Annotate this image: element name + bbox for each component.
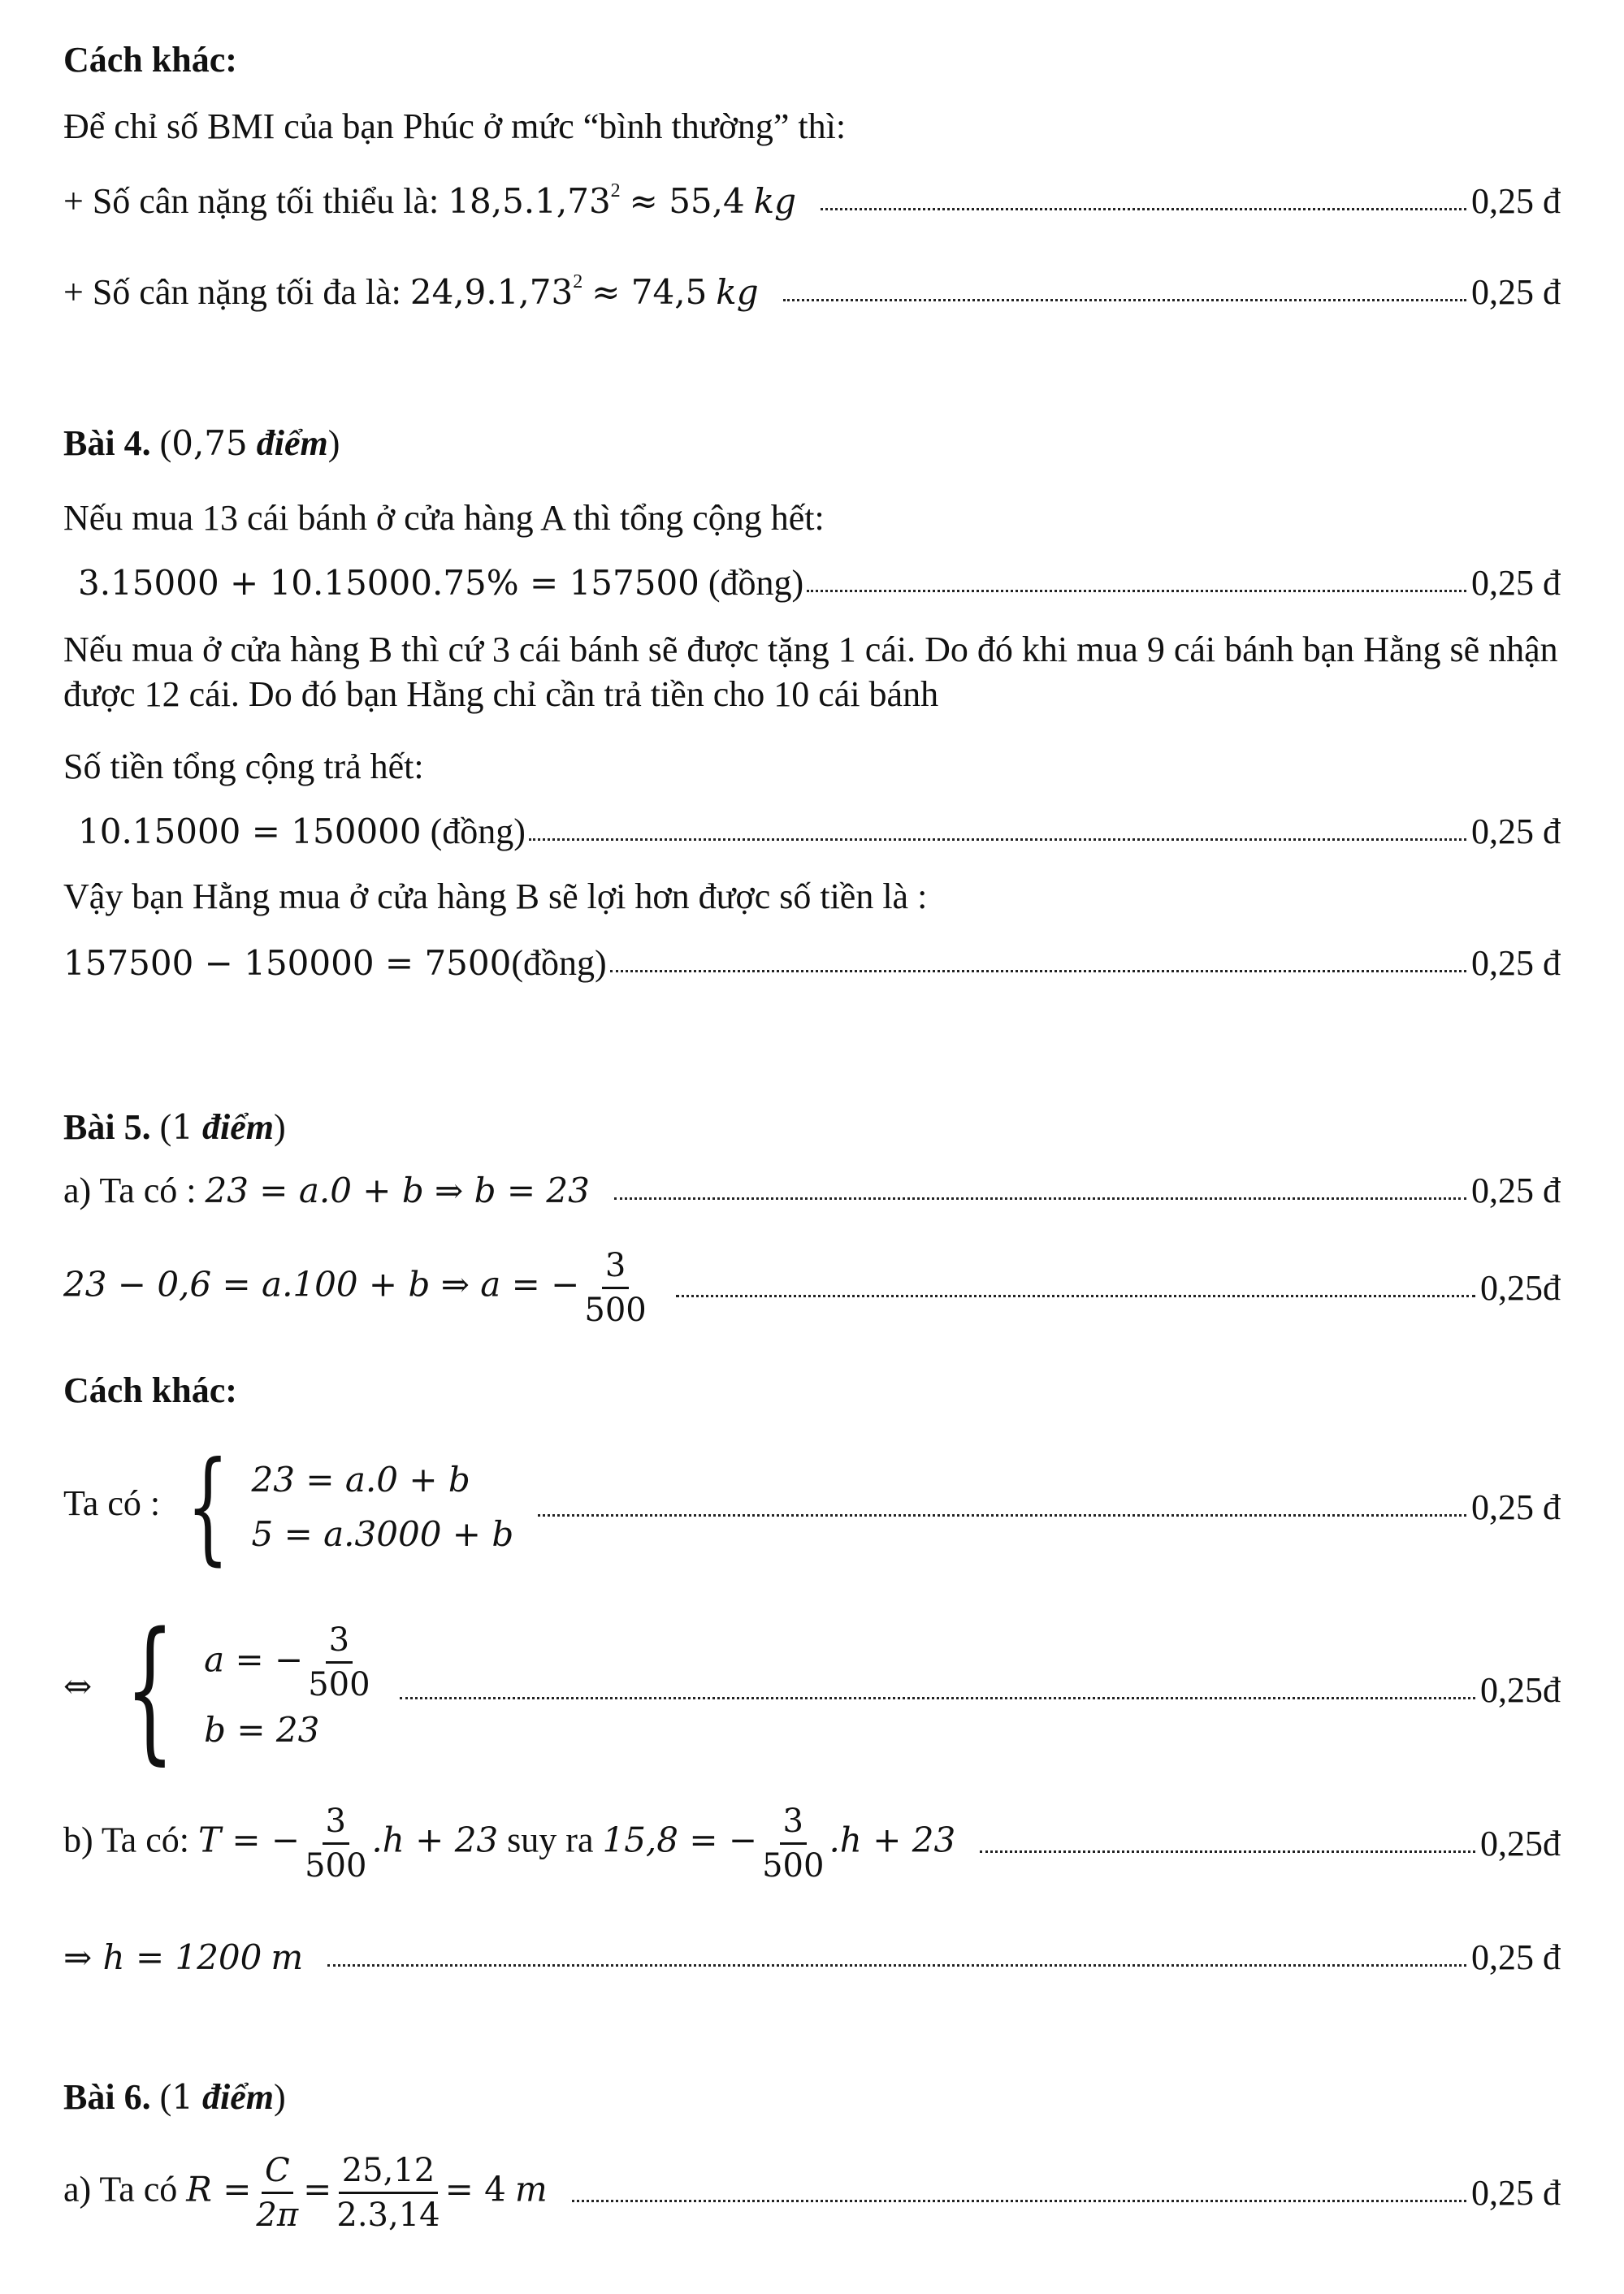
dotted-leader [610, 970, 1466, 972]
bmi-min-label: + Số cân nặng tối thiểu là: [63, 181, 440, 221]
fraction: $\frac{3}{500}$ [305, 1803, 367, 1885]
bmi-min-expr: 18,5.1,73 [448, 181, 611, 221]
score: 0,25đ [1480, 1824, 1561, 1863]
bai4-line3: Số tiền tổng cộng trả hết: [63, 747, 424, 786]
dotted-leader [529, 838, 1466, 841]
bmi-max-row [63, 271, 1561, 313]
bmi-min-result: ≈ 55,4 [629, 181, 745, 221]
bai4-line1: Nếu mua 13 cái bánh ở cửa hàng A thì tổng cộng hết: [63, 498, 825, 538]
score: 0,25 đ [1471, 812, 1561, 851]
score: 0,25 đ [1471, 1487, 1561, 1527]
bai4-title: Bài 4. (0,75 điểm) [63, 423, 340, 463]
score: 0,25 đ [1471, 1937, 1561, 1977]
bmi-min-unit: kg [753, 181, 797, 221]
score: 0,25 đ [1471, 2173, 1561, 2213]
fraction: $\frac{3}{500}$ [762, 1803, 825, 1885]
score: 0,25 đ [1471, 181, 1561, 221]
equation-system: { a = − $\frac{3}{500}$ b = 23 [125, 1599, 370, 1779]
bai5-h-row: ⇒ h = 1200 m 0,25 đ [63, 1937, 1561, 1977]
bmi-min-sup: 2 [610, 180, 621, 201]
bmi-max-expr: 24,9.1,73 [409, 272, 574, 312]
bai5-a-row: a) Ta có : 23 = a.0 + b ⇒ b = 23 0,25 đ [63, 1171, 1561, 1210]
brace-icon: { [186, 1436, 230, 1578]
bai4-para2: Nếu mua ở cửa hàng B thì cứ 3 cái bánh sẽ được tặng 1 cái. Do đó khi mua 9 cái bánh bạn Hằng sẽ nhận được 12 cái. Do đó bạn Hằng chỉ cần trả tiền cho 10 cái bánh [63, 630, 1558, 714]
score: 0,25 đ [1471, 563, 1561, 603]
bai5-a-expr: 23 = a.0 + b ⇒ b = 23 [205, 1171, 590, 1210]
bai6-title: Bài 6. (1 điểm) [63, 2077, 286, 2117]
bmi-max-sup: 2 [573, 271, 583, 292]
dotted-leader [980, 1850, 1475, 1853]
bai5-title: Bài 5. (1 điểm) [63, 1107, 286, 1147]
dotted-leader [327, 1964, 1466, 1967]
equation-system: { 23 = a.0 + b 5 = a.3000 + b [186, 1436, 514, 1578]
bmi-max-result: ≈ 74,5 [591, 272, 708, 312]
bai4-calc2-row: 10.15000 = 150000 (đồng) 0,25 đ [78, 812, 1561, 851]
bai6-a-row: a) Ta có R = $\frac{C}{2\pi}$ = $\frac{25,12}{2.3,14}$ = 4 m 0,25 đ [63, 2152, 1561, 2234]
score: 0,25đ [1480, 1669, 1561, 1710]
bai5-system1-row: Ta có : { 23 = a.0 + b 5 = a.3000 + b 0,25 đ [63, 1436, 1561, 1578]
bai5-a2-row [63, 1248, 1561, 1328]
bai4-line4: Vậy bạn Hằng mua ở cửa hàng B sẽ lợi hơn được số tiền là : [63, 876, 928, 916]
bai5-system2-row [63, 1599, 1561, 1779]
dotted-leader [676, 1295, 1475, 1297]
bmi-max-unit: kg [716, 272, 759, 312]
dotted-leader [400, 1697, 1475, 1699]
score: 0,25 đ [1471, 943, 1561, 983]
dotted-leader [821, 208, 1466, 210]
dotted-leader [538, 1514, 1466, 1517]
dotted-leader [783, 299, 1466, 301]
bmi-intro: Để chỉ số BMI của bạn Phúc ở mức “bình thường” thì: [63, 106, 847, 146]
score: 0,25đ [1480, 1268, 1561, 1308]
bmi-min-row [63, 180, 1561, 222]
fraction: $\frac{C}{2\pi}$ [256, 2152, 299, 2234]
bai5-b-row: b) Ta có: T = − $\frac{3}{500}$ .h + 23 suy ra 15,8 = − $\frac{3}{500}$ .h + 23 0,25đ [63, 1803, 1561, 1885]
dotted-leader [807, 590, 1466, 592]
bai4-calc3: 157500 − 150000 = 7500 [63, 943, 512, 983]
dotted-leader [614, 1197, 1466, 1200]
bai4-calc1-row: 3.15000 + 10.15000.75% = 157500 (đồng) 0,25 đ [78, 563, 1561, 603]
section-heading: Cách khác: [63, 1370, 237, 1410]
bai4-calc2: 10.15000 = 150000 [78, 812, 422, 851]
score: 0,25 đ [1471, 272, 1561, 312]
bmi-max-label: + Số cân nặng tối đa là: [63, 272, 401, 312]
equivalence-icon: ⇔ [63, 1666, 93, 1707]
fraction: $\frac{3}{500}$ [308, 1621, 370, 1703]
bai4-calc3-row: 157500 − 150000 = 7500(đồng) 0,25 đ [63, 943, 1561, 983]
bai5-a2-expr: 23 − 0,6 = a.100 + b ⇒ a = − [63, 1264, 580, 1305]
section-heading: Cách khác: [63, 40, 237, 80]
bai4-calc1: 3.15000 + 10.15000.75% = 157500 [78, 563, 699, 603]
brace-icon: { [125, 1599, 175, 1779]
score: 0,25 đ [1471, 1171, 1561, 1210]
dotted-leader [572, 2200, 1466, 2202]
fraction: $\frac{25,12}{2.3,14}$ [336, 2152, 440, 2234]
fraction: $\frac{3}{500}$ [584, 1247, 647, 1329]
